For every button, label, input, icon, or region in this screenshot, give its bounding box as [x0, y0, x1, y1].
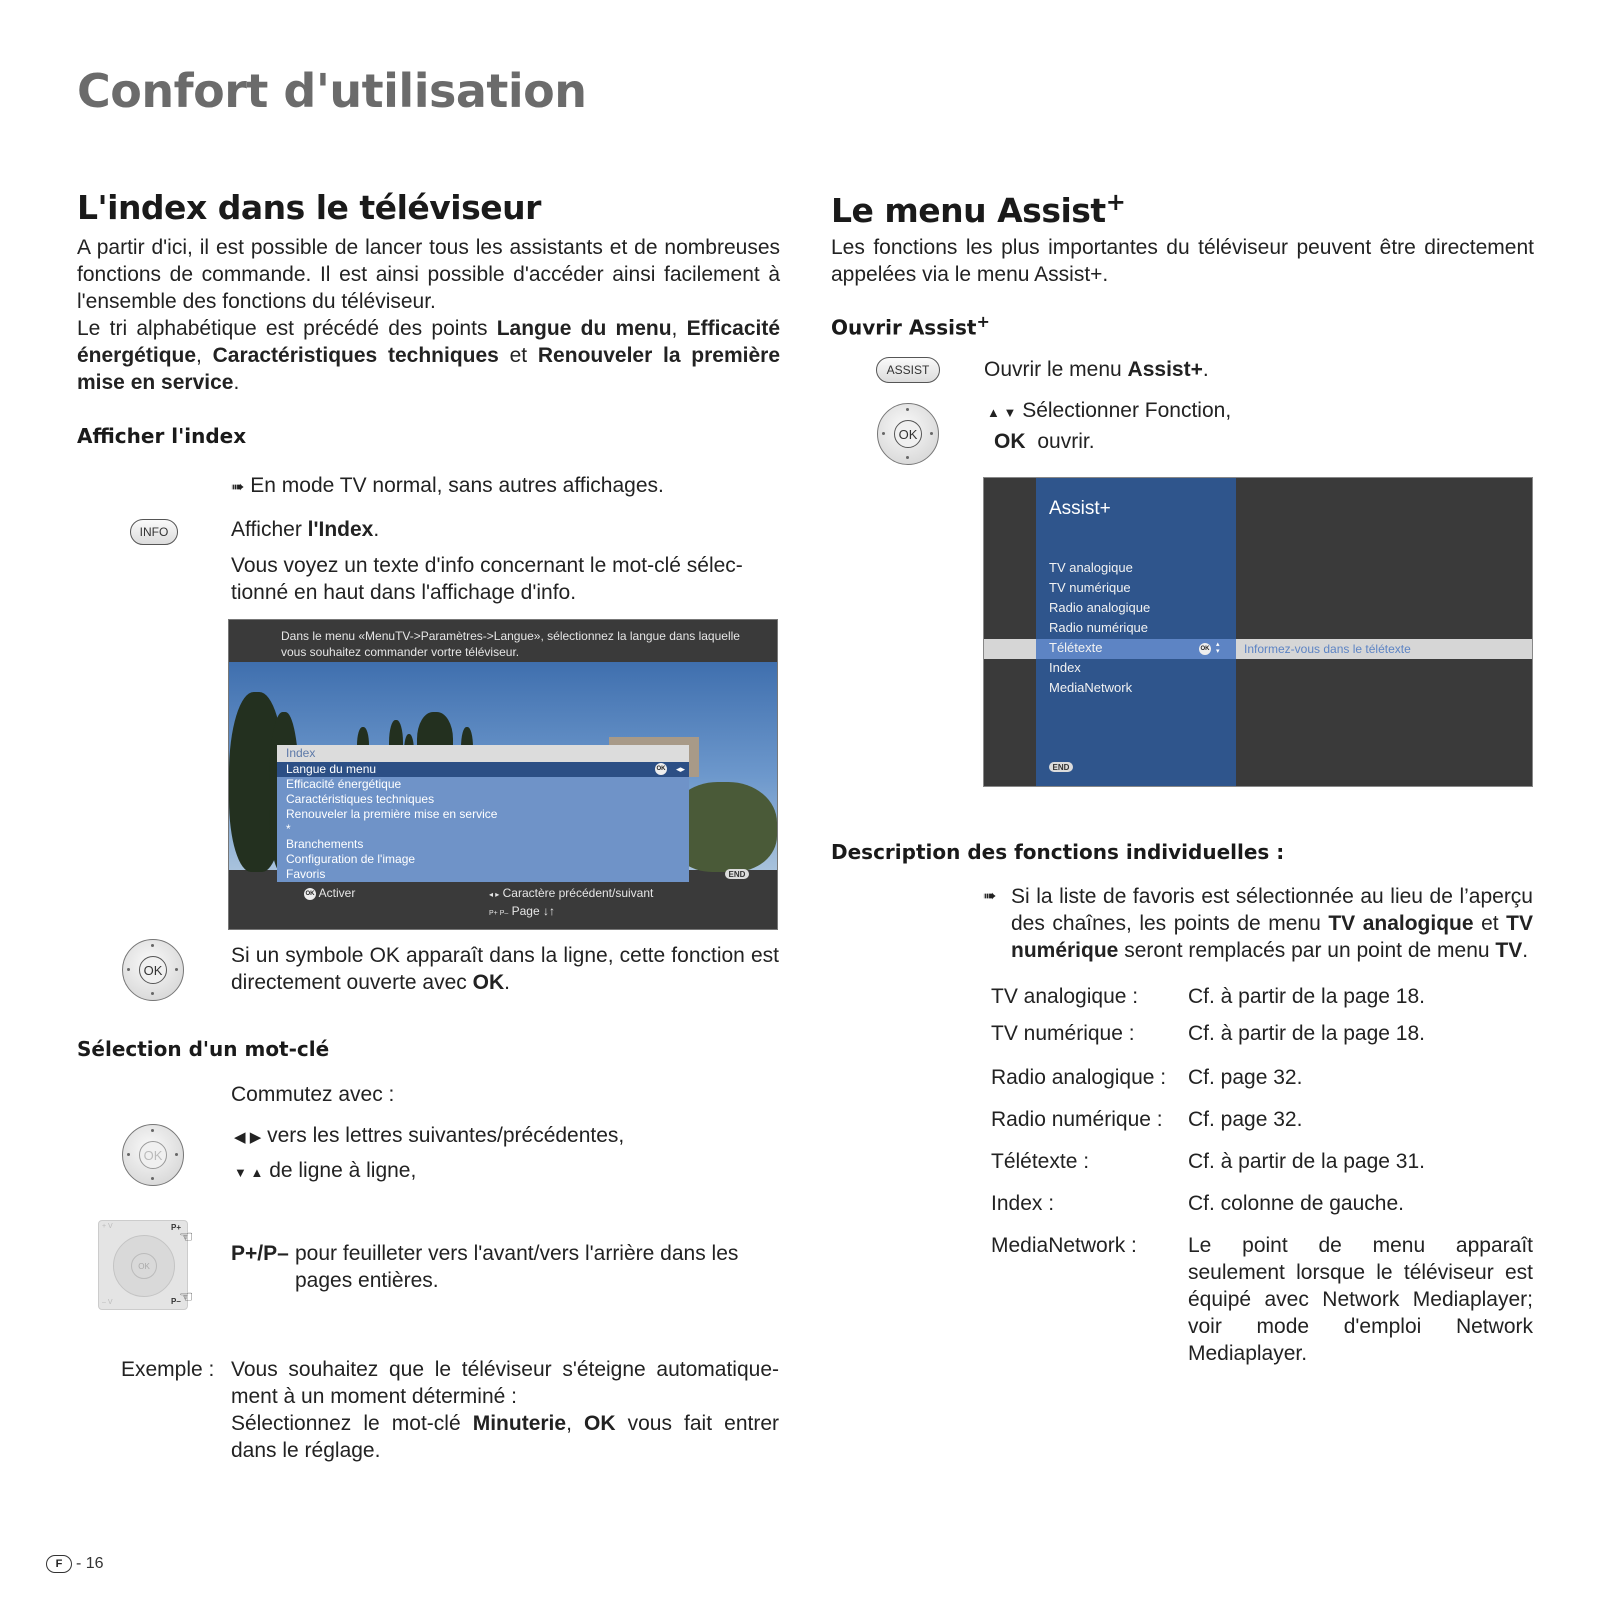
example-sep: , [566, 1412, 584, 1435]
note-bold: TV [1495, 939, 1523, 962]
nav-up-down-text: de ligne à ligne, [269, 1159, 417, 1182]
tv-info-text: Dans le menu «MenuTV->Paramètres->Langue», sélectionnez la langue dans laquelle vous souhaitez commander vortre téléviseur. [281, 629, 740, 659]
ok-open-text: ouvrir. [1037, 430, 1095, 453]
page-flip-text: pour feuilleter vers l'avant/vers l'arrière dans les pages entières. [295, 1242, 739, 1292]
page-flip-keys: P+/P– [231, 1242, 289, 1265]
page-flip-instruction [231, 1240, 791, 1294]
ok-button[interactable]: OK [894, 420, 922, 448]
function-label: Radio analogique : [991, 1066, 1167, 1089]
finger-icon: ☜ [179, 1289, 194, 1306]
index-intro [77, 234, 780, 396]
arrow-icon: ➠ [231, 479, 245, 496]
example-text-line: Vous souhaitez que le téléviseur s'éteigne automatique- ment à un moment déterminé : [231, 1358, 779, 1408]
function-value: Cf. page 32. [1188, 1066, 1303, 1089]
ok-description [231, 942, 779, 996]
info-text: Vous voyez un texte d'info concernant le mot-clé sélec- tionné en haut dans l'affichage d'info. [231, 554, 743, 604]
example-end: vous fait entrer dans le réglage. [231, 1412, 780, 1462]
ok-description-text: Si un symbole OK apparaît dans la ligne, cette fonction est directement ouverte avec [231, 944, 779, 994]
example-label: Exemple : [121, 1358, 215, 1381]
example-text [231, 1356, 779, 1464]
note-text: et [1473, 912, 1507, 935]
subheading-text: Ouvrir Assist [831, 315, 977, 340]
open-assist-end: . [1202, 358, 1209, 381]
subheading-description: Description des fonctions individuelles : [831, 840, 1285, 864]
open-assist-line [984, 356, 1209, 383]
left-right-arrows-icon: ◀ ▶ [234, 1129, 262, 1146]
volume-plus-label: + V [102, 1223, 113, 1230]
ok-button[interactable]: OK [139, 956, 167, 984]
function-value: Cf. à partir de la page 31. [1188, 1150, 1425, 1173]
ok-open-line [994, 428, 1095, 455]
section-heading-text: Le menu Assist [831, 191, 1106, 230]
switch-label: Commutez avec : [231, 1083, 395, 1106]
open-assist-text: Ouvrir le menu [984, 358, 1128, 381]
assist-info-text: Informez-vous dans le télétexte [1244, 642, 1411, 656]
index-menu-item[interactable]: Configuration de l'image [286, 852, 416, 866]
index-menu-item[interactable]: Renouveler la première mise en service [286, 807, 498, 821]
left-right-arrows-icon: ◂ ▸ [489, 890, 500, 899]
function-label: TV analogique : [991, 985, 1139, 1008]
open-assist-bold: Assist+ [1127, 358, 1203, 381]
ok-dpad-icon[interactable] [877, 403, 939, 465]
ok-description-bold: OK [472, 971, 505, 994]
tv-index-screen [228, 619, 778, 930]
section-heading-index: L'index dans le téléviseur [77, 188, 541, 227]
assist-menu-item[interactable]: MediaNetwork [1049, 680, 1133, 695]
heading-plus: + [1105, 188, 1126, 216]
index-menu-item[interactable]: Efficacité énergétique [286, 777, 402, 791]
up-down-arrows-icon: ▴ ▾ [1216, 641, 1220, 655]
function-value: Cf. page 32. [1188, 1108, 1303, 1131]
intro2-bold: Caractéristiques techniques [212, 344, 499, 367]
tv-assist-screen [983, 477, 1533, 787]
note-bold: TV numérique [1011, 912, 1534, 962]
navigation-dpad-icon[interactable] [122, 1124, 184, 1186]
page-nav-text: Page ↓↑ [511, 904, 555, 918]
function-label: Radio numérique : [991, 1108, 1163, 1131]
program-plus-label: P+ [171, 1223, 182, 1232]
subheading-plus: + [976, 312, 990, 331]
info-button[interactable]: INFO [130, 519, 178, 545]
subheading-open-assist [831, 312, 990, 340]
page-title: Confort d'utilisation [77, 64, 587, 118]
volume-minus-label: – V [102, 1299, 113, 1306]
down-up-arrows-icon: ▼ ▲ [234, 1165, 264, 1180]
function-value: Cf. à partir de la page 18. [1188, 985, 1425, 1008]
remote-control-icon: OK + V – V P+ P– ☜ ☜ [98, 1220, 188, 1310]
language-badge: F [46, 1555, 72, 1573]
function-label: Index : [991, 1192, 1055, 1215]
function-value: Cf. colonne de gauche. [1188, 1192, 1404, 1215]
note-end: . [1522, 939, 1529, 962]
show-index-text: Afficher [231, 518, 308, 541]
function-label: MediaNetwork : [991, 1234, 1137, 1257]
index-menu-item[interactable]: Caractéristiques techniques [286, 792, 435, 806]
ok-badge-icon: OK [1199, 643, 1211, 655]
end-button[interactable]: END [1049, 762, 1073, 772]
index-menu-item[interactable]: * [286, 822, 291, 836]
program-minus-label: P– [171, 1297, 181, 1306]
example-text-line: Sélectionnez le mot-clé [231, 1412, 473, 1435]
intro2-bold: Renouveler la première mise en service [77, 344, 781, 394]
arrow-instruction-text: En mode TV normal, sans autres affichages. [250, 474, 664, 497]
example-bold: OK [584, 1412, 616, 1435]
section-heading-assist [831, 188, 1125, 230]
function-label: TV numérique : [991, 1022, 1135, 1045]
subheading-show-index: Afficher l'index [77, 424, 247, 448]
assist-menu-item[interactable]: TV analogique [1049, 560, 1133, 575]
example-bold: Minuterie [472, 1412, 567, 1435]
index-menu-title: Index [277, 745, 689, 762]
finger-icon: ☜ [179, 1229, 194, 1246]
show-index-end: . [373, 518, 380, 541]
assist-menu-item-selected[interactable]: Télétexte [1049, 640, 1103, 655]
note-text: Si la liste de favoris est sélectionnée au lieu de l’aperçu des chaînes, les points de menu [1011, 885, 1533, 935]
index-menu-item[interactable]: Favoris [286, 867, 326, 881]
assist-menu-item[interactable]: Index [1049, 660, 1081, 675]
nav-up-down [234, 1157, 416, 1186]
index-menu-item[interactable] [277, 762, 689, 777]
show-index-line [231, 516, 379, 543]
intro2-sep: et [498, 344, 538, 367]
arrow-icon: ➠ [983, 888, 997, 905]
assist-menu-item[interactable]: TV numérique [1049, 580, 1131, 595]
function-value: Le point de menu apparaît seulement lorsque le téléviseur est équipé avec Network Mediaplayer; voir mode d'emploi Network Mediaplayer. [1188, 1234, 1533, 1365]
intro-text: A partir d'ici, il est possible de lancer tous les assistants et de nombreuses fonctions de commande. Il est ainsi possible d'accéder ainsi facilement à l'ensemble des fonctions du téléviseur. [77, 236, 780, 313]
note-bold: TV analogique [1328, 912, 1474, 935]
up-down-arrows-icon: ▲ ▼ [987, 405, 1017, 420]
select-function-text: Sélectionner Fonction, [1022, 399, 1232, 422]
end-button[interactable]: END [725, 869, 749, 879]
index-menu [277, 745, 689, 884]
arrow-instruction [231, 472, 791, 501]
select-function-line [987, 397, 1231, 426]
ok-button[interactable]: OK [139, 1141, 167, 1169]
ok-open-bold: OK [994, 430, 1026, 453]
function-label: Télétexte : [991, 1150, 1090, 1173]
activate-hint [304, 886, 355, 900]
intro2-end: . [233, 371, 240, 394]
function-value: Cf. à partir de la page 18. [1188, 1022, 1425, 1045]
ok-description-end: . [504, 971, 510, 994]
assist-menu-item[interactable]: Radio numérique [1049, 620, 1149, 635]
intro2-text: Le tri alphabétique est précédé des points [77, 317, 497, 340]
assist-menu-title: Assist+ [1049, 498, 1111, 519]
intro2-bold: Efficacité énergétique [77, 317, 781, 367]
note-text: seront remplacés par un point de menu [1118, 939, 1496, 962]
index-menu-item[interactable]: Branchements [286, 837, 364, 851]
intro2-sep: , [671, 317, 687, 340]
nav-left-right-text: vers les lettres suivantes/précédentes, [267, 1124, 625, 1147]
assist-menu-item[interactable]: Radio analogique [1049, 600, 1151, 615]
p-plus-minus-icon: P+ P– [489, 910, 509, 917]
favorites-note [983, 883, 1533, 964]
char-nav-text: Caractère précédent/suivant [502, 886, 654, 900]
page-number: - 16 [76, 1555, 104, 1572]
assist-intro: Les fonctions les plus importantes du téléviseur peuvent être directement appelées via le menu Assist+. [831, 236, 1534, 286]
show-index-bold: l'Index [307, 518, 374, 541]
subheading-select-keyword: Sélection d'un mot-clé [77, 1037, 330, 1061]
ok-dpad-icon[interactable] [122, 939, 184, 1001]
char-nav-hint [489, 886, 653, 900]
intro2-sep: , [196, 344, 213, 367]
assist-button[interactable]: ASSIST [876, 357, 940, 383]
page-nav-hint [489, 904, 555, 918]
nav-left-right [234, 1122, 624, 1151]
ok-badge-icon: OK [655, 763, 667, 775]
ok-badge-icon: OK [304, 888, 316, 900]
index-menu-item-label: Langue du menu [286, 762, 377, 776]
arrows-icon: ◂▸ [675, 764, 685, 774]
activate-hint-text: Activer [318, 886, 356, 900]
intro2-bold: Langue du menu [496, 317, 672, 340]
